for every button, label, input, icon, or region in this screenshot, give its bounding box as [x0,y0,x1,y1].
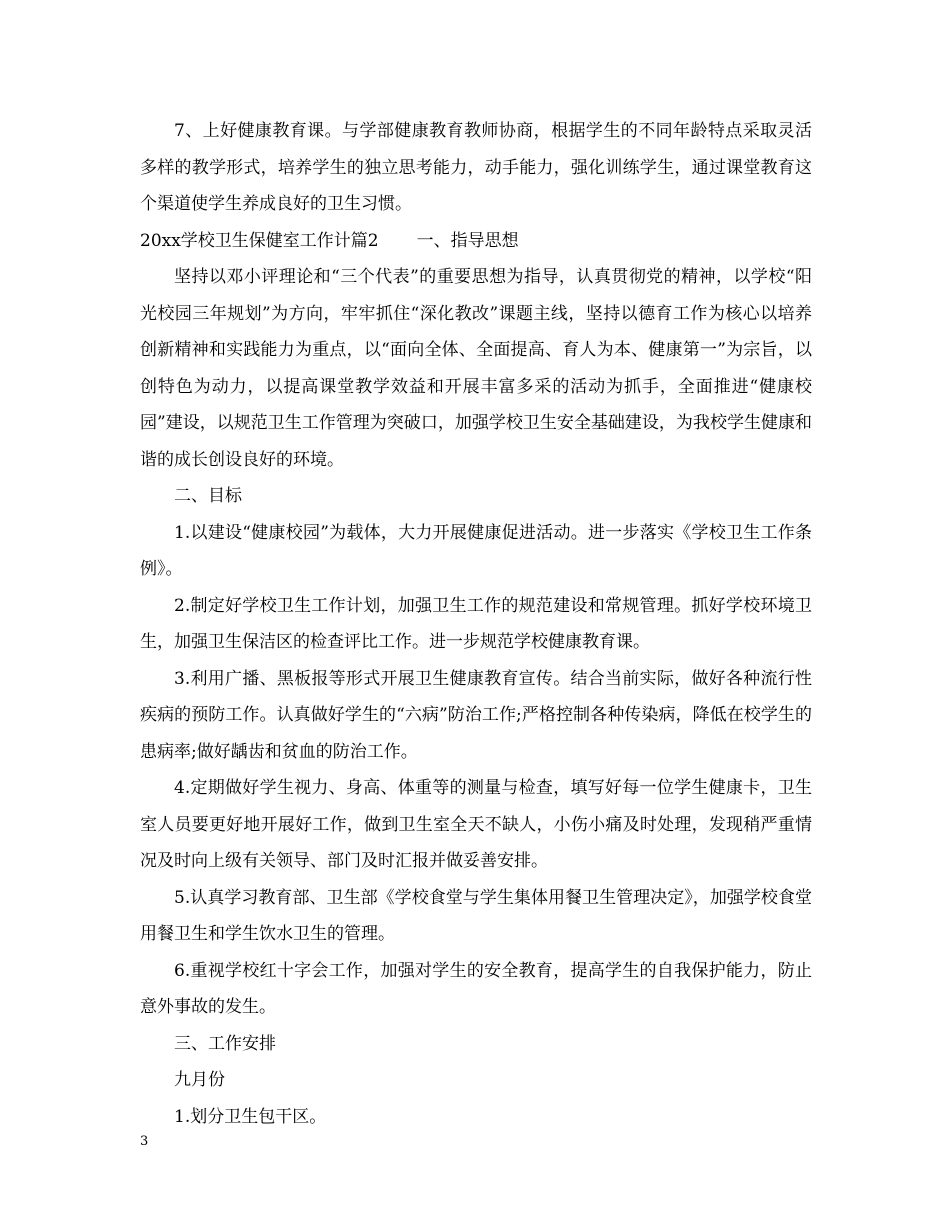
paragraph-september-1: 1.划分卫生包干区。 [174,1106,327,1127]
paragraph-goal-3: 3.利用广播、黑板报等形式开展卫生健康教育宣传。结合当前实际，做好各种流行性疾病的预防工作。认真做好学生的“六病”防治工作;严格控制各种传染病，降低在校学生的患病率;做好龋齿和贫血的防治工作。 [140,668,812,762]
paragraph-goal-4: 4.定期做好学生视力、身高、体重等的测量与检查，填写好每一位学生健康卡，卫生室人员要更好地开展好工作，做到卫生室全天不缺人，小伤小痛及时处理，发现稍严重情况及时向上级有关领导、部门及时汇报并做妥善安排。 [140,778,812,871]
section-heading-guiding-ideology: 一、指导思想 [416,230,519,251]
month-heading-september: 九月份 [174,1070,225,1090]
document-body [140,113,812,1135]
document-title: 20xx学校卫生保健室工作计篇2 [140,230,379,251]
page-number: 3 [140,1134,149,1149]
section-heading-goals: 二、目标 [174,486,242,506]
section-heading-work-arrangement: 三、工作安排 [174,1033,276,1054]
paragraph-goal-5: 5.认真学习教育部、卫生部《学校食堂与学生集体用餐卫生管理决定》，加强学校食堂用餐卫生和学生饮水卫生的管理。 [140,887,812,944]
document-heading-line [140,223,812,260]
paragraph-health-class: 7、上好健康教育课。与学部健康教育教师协商，根据学生的不同年龄特点采取灵活多样的教学形式，培养学生的独立思考能力，动手能力，强化训练学生，通过课堂教育这个渠道使学生养成良好的卫生习惯。 [140,121,812,214]
paragraph-goal-2: 2.制定好学校卫生工作计划，加强卫生工作的规范建设和常规管理。抓好学校环境卫生，加强卫生保洁区的检查评比工作。进一步规范学校健康教育课。 [140,595,812,652]
paragraph-goal-6: 6.重视学校红十字会工作，加强对学生的安全教育，提高学生的自我保护能力，防止意外事故的发生。 [140,960,812,1017]
paragraph-guiding-ideology: 坚持以邓小评理论和“三个代表”的重要思想为指导，认真贯彻党的精神，以学校“阳光校园三年规划”为方向，牢牢抓住“深化教改”课题主线，坚持以德育工作为核心以培养创新精神和实践能力为重点，以“面向全体、全面提高、育人为本、健康第一”为宗旨，以创特色为动力，以提高课堂教学效益和开展丰富多采的活动为抓手，全面推进“健康校园”建设，以规范卫生工作管理为突破口，加强学校卫生安全基础建设，为我校学生健康和谐的成长创设良好的环境。 [140,267,812,470]
paragraph-goal-1: 1.以建设“健康校园”为载体，大力开展健康促进活动。进一步落实《学校卫生工作条例》。 [140,522,812,579]
